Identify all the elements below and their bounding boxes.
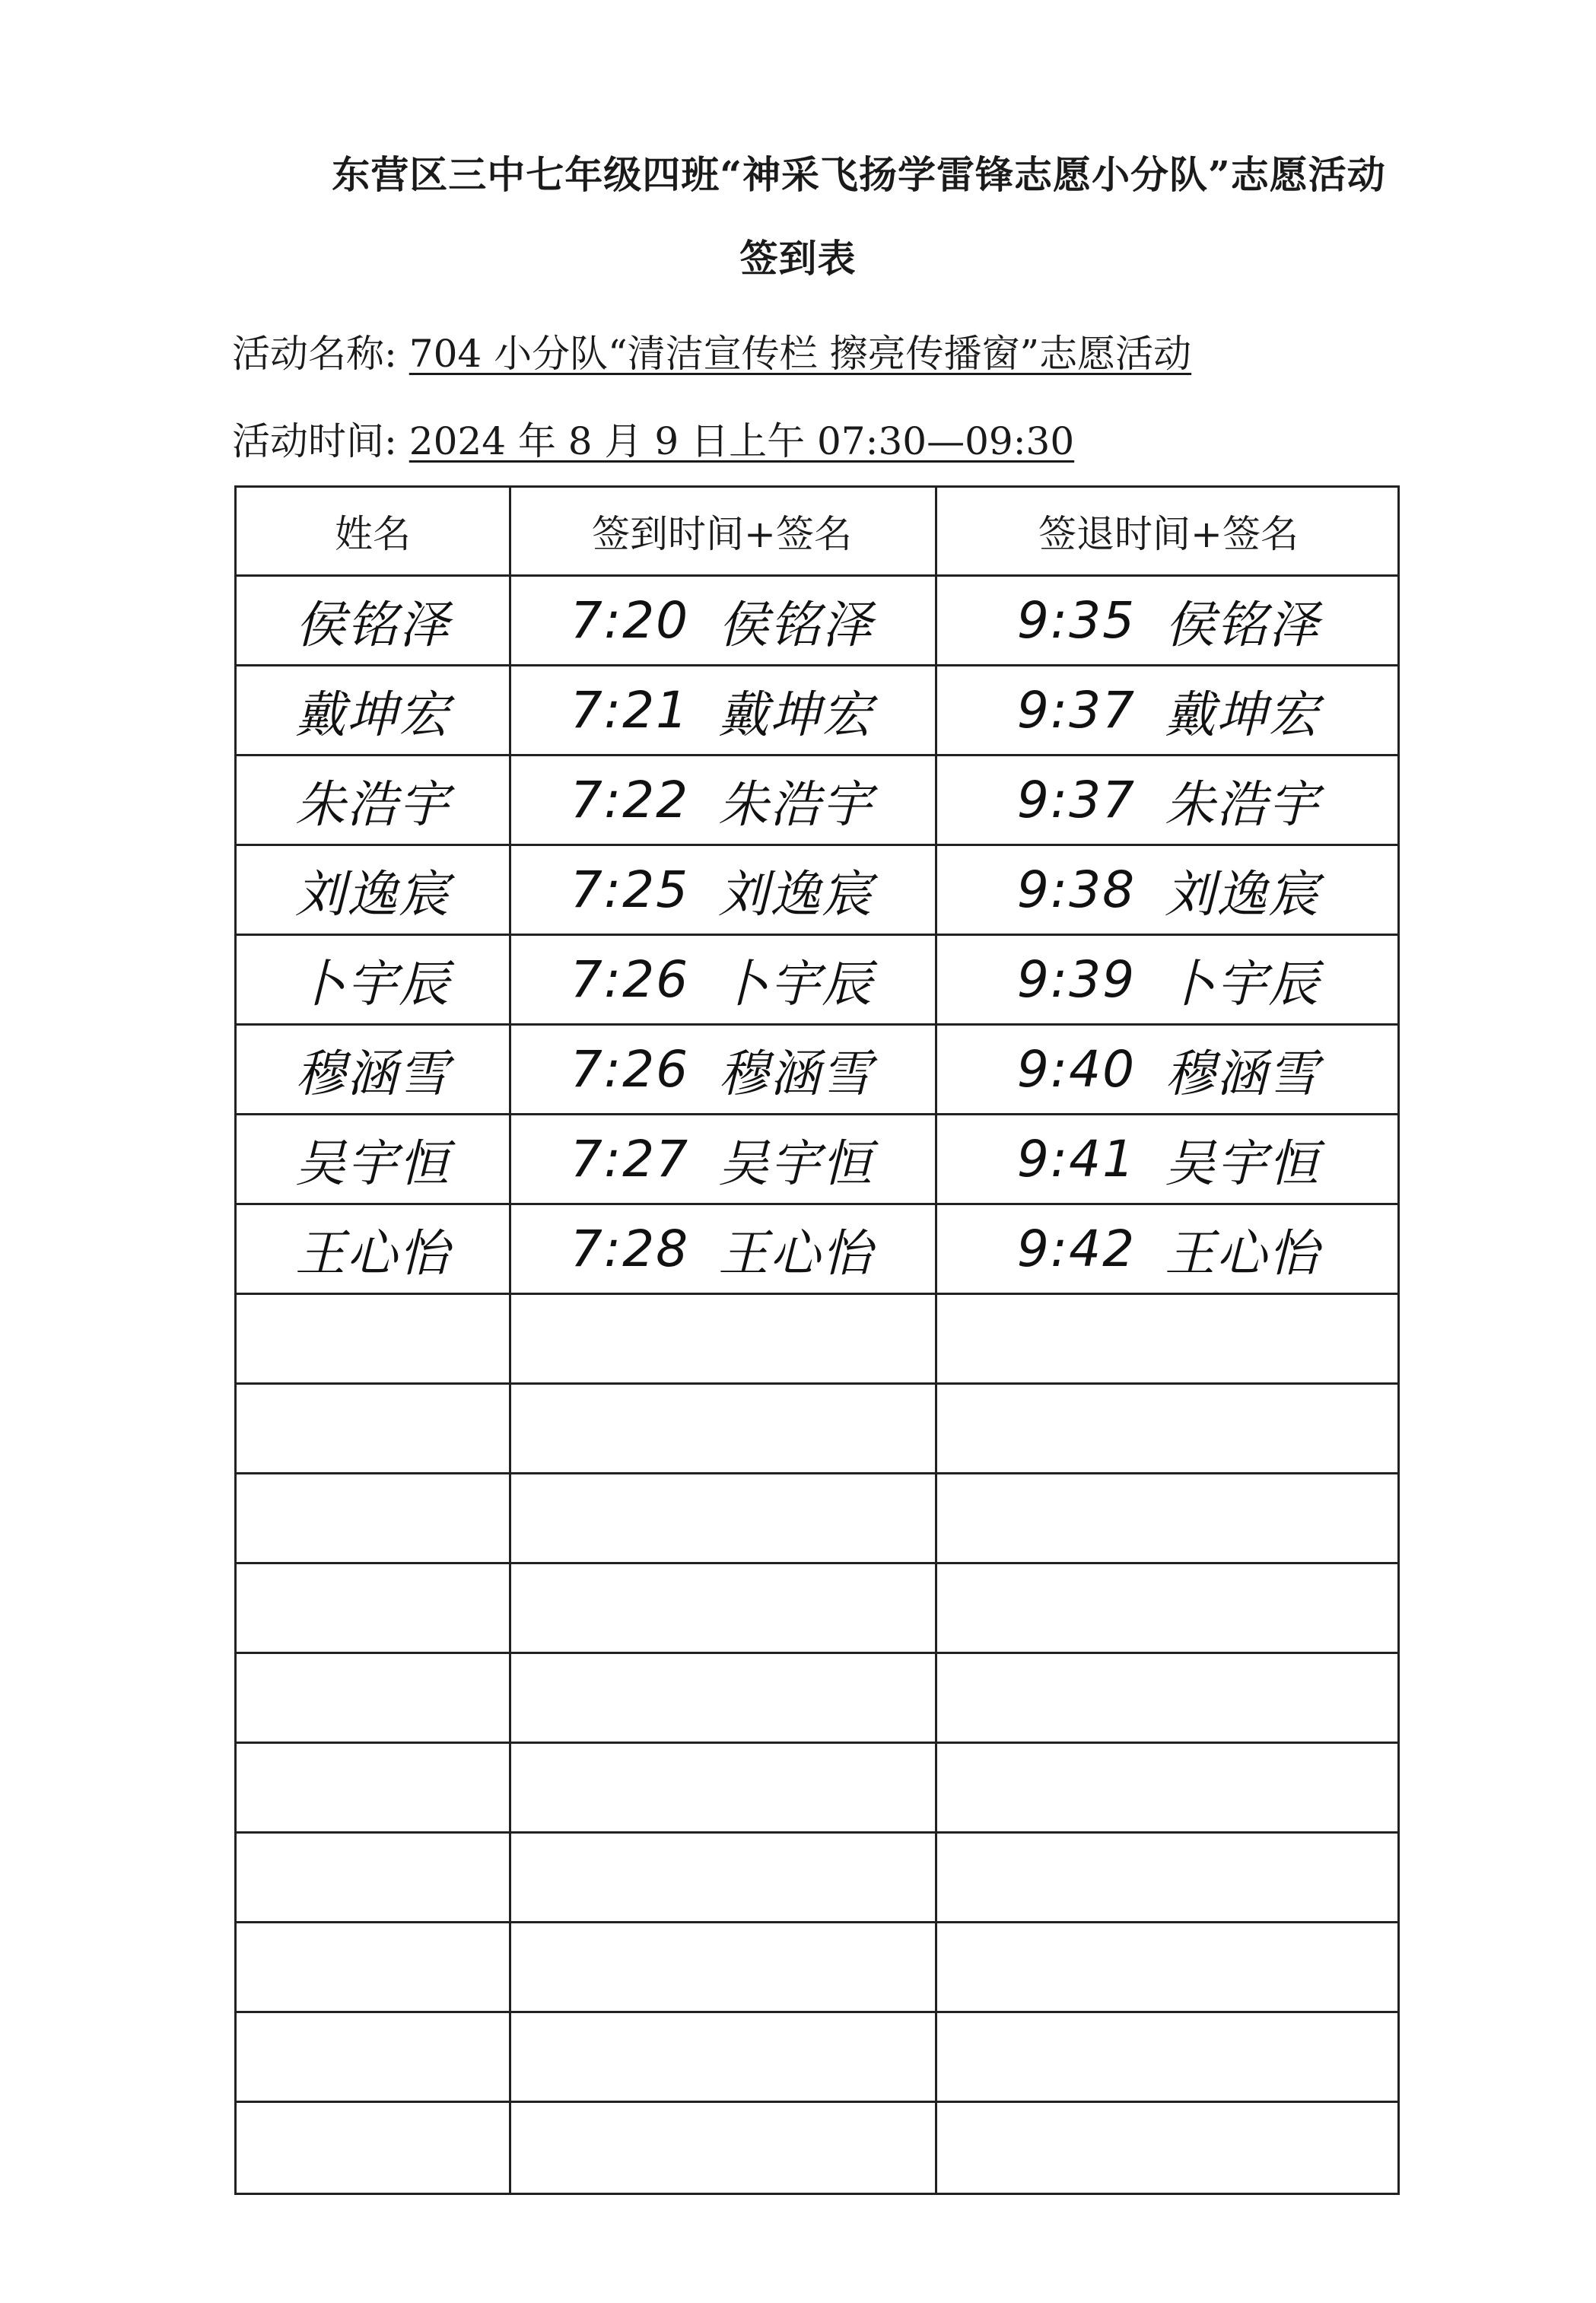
checkin-time: 7:26	[570, 950, 690, 1009]
checkout-cell	[935, 1115, 1402, 1203]
checkout-time: 9:39	[1016, 950, 1137, 1009]
checkout-time: 9:37	[1016, 771, 1137, 829]
checkout-signature: 戴坤宏	[1165, 685, 1321, 744]
checkout-cell	[935, 756, 1402, 844]
checkin-signature: 吴宇恒	[718, 1134, 874, 1193]
name-cell: 戴坤宏	[295, 685, 450, 744]
checkout-signature: 刘逸宸	[1165, 865, 1321, 924]
checkout-signature: 穆涵雪	[1165, 1045, 1321, 1103]
checkin-cell	[509, 846, 935, 934]
name-cell: 王心怡	[295, 1224, 450, 1283]
checkout-signature: 王心怡	[1165, 1224, 1321, 1283]
empty-table-row	[237, 1295, 1397, 1385]
empty-table-row	[237, 1923, 1397, 2013]
checkin-time: 7:28	[570, 1220, 690, 1278]
table-row	[237, 1115, 1397, 1205]
name-cell: 吴宇恒	[295, 1134, 450, 1193]
document-title: 东营区三中七年级四班“神采飞扬学雷锋志愿小分队”志愿活动	[332, 152, 1386, 197]
activity-time-line	[232, 411, 1074, 466]
activity-name-line	[232, 323, 1191, 378]
checkout-time: 9:37	[1016, 681, 1137, 740]
empty-table-row	[237, 1744, 1397, 1834]
signin-table	[234, 485, 1400, 2195]
checkout-cell	[935, 936, 1402, 1023]
empty-table-row	[237, 1385, 1397, 1474]
activity-time-value: 2024 年 8 月 9 日上午 07:30—09:30	[409, 419, 1075, 463]
checkin-cell	[509, 1115, 935, 1203]
checkin-signature: 刘逸宸	[718, 865, 874, 924]
checkin-time: 7:22	[570, 771, 690, 829]
checkout-cell	[935, 666, 1402, 754]
checkin-cell	[509, 666, 935, 754]
document-subtitle: 签到表	[739, 236, 857, 281]
table-row	[237, 666, 1397, 756]
checkin-signature: 王心怡	[718, 1224, 874, 1283]
checkin-cell	[509, 1205, 935, 1293]
checkout-signature: 侯铭泽	[1165, 596, 1321, 654]
checkout-time: 9:41	[1016, 1130, 1137, 1188]
checkout-time: 9:38	[1016, 860, 1137, 919]
checkout-time: 9:42	[1016, 1220, 1137, 1278]
checkout-signature: 吴宇恒	[1165, 1134, 1321, 1193]
table-row	[237, 846, 1397, 936]
header-checkin: 签到时间+签名	[592, 512, 852, 556]
table-row	[237, 1205, 1397, 1295]
checkout-cell	[935, 1205, 1402, 1293]
checkin-time: 7:26	[570, 1040, 690, 1099]
checkout-signature: 朱浩宇	[1165, 775, 1321, 834]
checkin-cell	[509, 577, 935, 664]
checkin-time: 7:21	[570, 681, 690, 740]
checkin-signature: 侯铭泽	[718, 596, 874, 654]
empty-table-row	[237, 1834, 1397, 1923]
activity-time-label: 活动时间:	[232, 419, 397, 463]
empty-table-row	[237, 2103, 1397, 2193]
checkin-time: 7:20	[570, 591, 690, 650]
checkout-cell	[935, 1026, 1402, 1113]
checkin-cell	[509, 756, 935, 844]
table-row	[237, 577, 1397, 666]
table-row	[237, 756, 1397, 846]
empty-table-row	[237, 1564, 1397, 1654]
checkin-signature: 朱浩宇	[718, 775, 874, 834]
checkin-cell	[509, 1026, 935, 1113]
checkin-signature: 卜宇辰	[718, 955, 874, 1013]
name-cell: 朱浩宇	[295, 775, 450, 834]
checkout-cell	[935, 846, 1402, 934]
table-row	[237, 936, 1397, 1026]
empty-table-row	[237, 1654, 1397, 1744]
checkout-signature: 卜宇辰	[1165, 955, 1321, 1013]
checkin-signature: 戴坤宏	[718, 685, 874, 744]
header-checkout: 签退时间+签名	[1038, 512, 1299, 556]
table-header-row	[237, 488, 1397, 577]
empty-table-row	[237, 2013, 1397, 2103]
table-row	[237, 1026, 1397, 1115]
checkout-cell	[935, 577, 1402, 664]
checkin-time: 7:25	[570, 860, 690, 919]
empty-table-row	[237, 1474, 1397, 1564]
checkin-signature: 穆涵雪	[718, 1045, 874, 1103]
header-name: 姓名	[335, 512, 411, 556]
name-cell: 侯铭泽	[295, 596, 450, 654]
checkout-time: 9:40	[1016, 1040, 1137, 1099]
checkin-cell	[509, 936, 935, 1023]
name-cell: 穆涵雪	[295, 1045, 450, 1103]
name-cell: 刘逸宸	[295, 865, 450, 924]
activity-name-value: 704 小分队“清洁宣传栏 擦亮传播窗”志愿活动	[409, 332, 1192, 376]
name-cell: 卜宇辰	[295, 955, 450, 1013]
checkin-time: 7:27	[570, 1130, 690, 1188]
activity-name-label: 活动名称:	[232, 332, 397, 376]
checkout-time: 9:35	[1016, 591, 1137, 650]
